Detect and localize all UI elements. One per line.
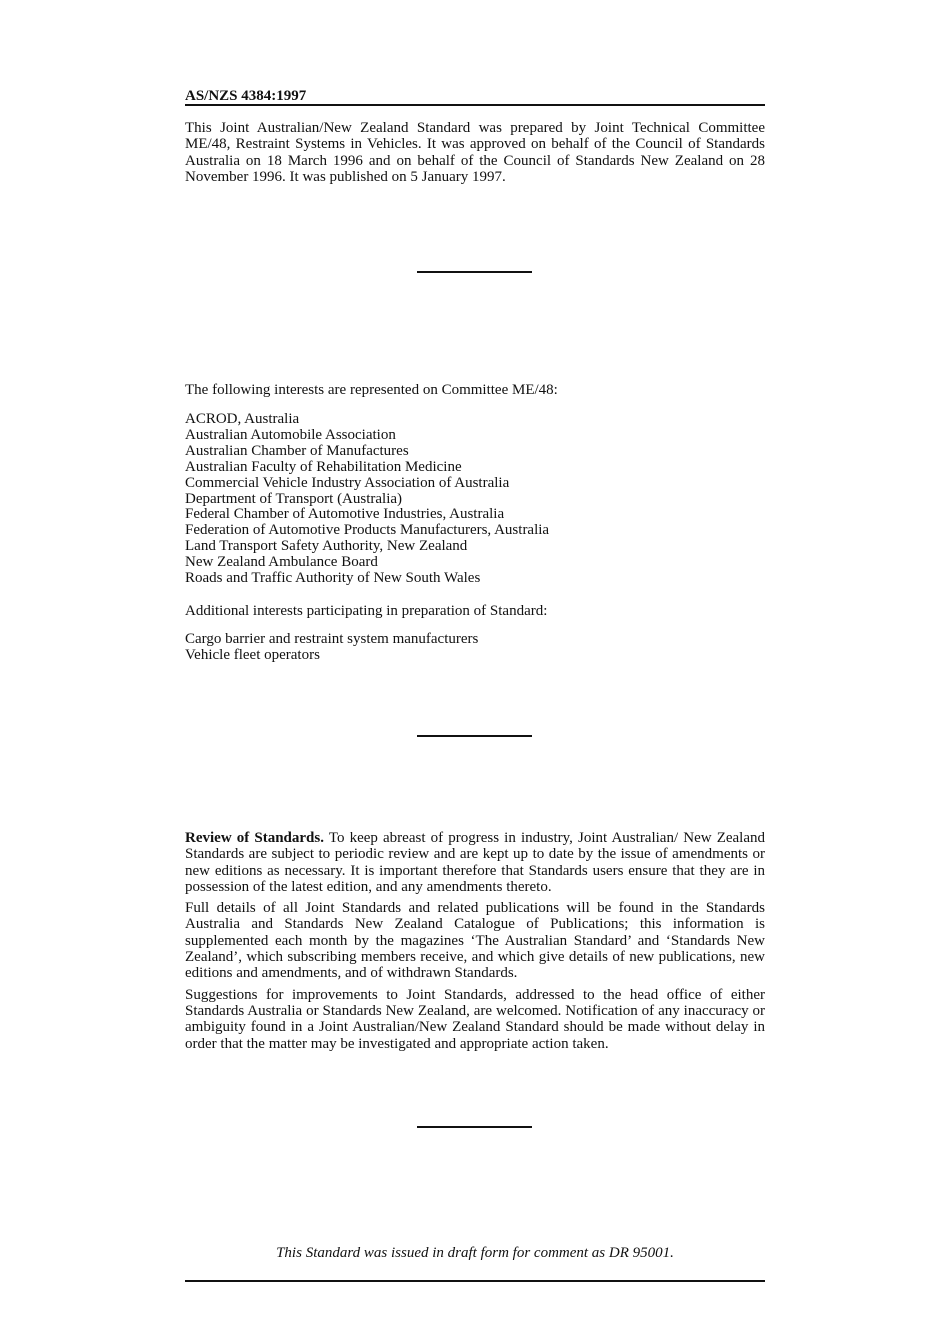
standard-code: AS/NZS 4384:1997	[185, 88, 307, 104]
committee-members-list	[185, 412, 765, 587]
review-para-3: Suggestions for improvements to Joint Standards, addressed to the head office of either Standards Australia or Standards New Zealand, are welcomed. Notification of any inaccuracy or ambiguity found in a Joint Australian/New Zealand Standard should be made without delay in order that the matter may be investigated and appropriate action taken.	[185, 986, 765, 1052]
review-para-1	[185, 830, 765, 895]
committee-member-item: Commercial Vehicle Industry Association of Australia	[185, 474, 510, 491]
committee-member-item: Land Transport Safety Authority, New Zealand	[185, 538, 468, 555]
committee-member-item: ACROD, Australia	[185, 411, 300, 427]
committee-intro: The following interests are represented on Committee ME/48:	[185, 382, 558, 398]
committee-member-item: Australian Chamber of Manufactures	[185, 442, 409, 459]
additional-interest-item: Vehicle fleet operators	[185, 646, 320, 663]
header-rule	[185, 104, 765, 106]
committee-member-item: New Zealand Ambulance Board	[185, 554, 378, 571]
committee-member-item: Department of Transport (Australia)	[185, 490, 403, 507]
review-title: Review of Standards.	[185, 830, 324, 846]
committee-member-item: Australian Faculty of Rehabilitation Medicine	[185, 458, 462, 475]
review-para-2: Full details of all Joint Standards and related publications will be found in the Standards Australia and Standards New Zealand Catalogue of Publications; this information is supplemented each month by the magazines ‘The Australian Standard’ and ‘Standards New Zealand’, which subscribing members receive, and which give details of new publications, new editions and amendments, and of withdrawn Standards.	[185, 900, 765, 982]
committee-member-item: Federation of Automotive Products Manufacturers, Australia	[185, 522, 550, 539]
additional-interests-list	[185, 632, 765, 664]
section-divider-2	[417, 735, 532, 737]
review-of-standards	[185, 830, 765, 1057]
preparation-statement	[185, 120, 765, 185]
draft-note: This Standard was issued in draft form for comment as DR 95001.	[276, 1245, 674, 1261]
review-para-1-text: To keep abreast of progress in industry, Joint Australian/ New Zealand Standards are subject to periodic review and are kept up to date by the issue of amendments or new editions as necessary. It is important therefore that Standards users ensure that they are in possession of the latest edition, and any amendments thereto.	[185, 830, 765, 895]
additional-interest-item: Cargo barrier and restraint system manufacturers	[185, 631, 479, 647]
additional-interests-intro: Additional interests participating in preparation of Standard:	[185, 603, 548, 619]
preparation-text: This Joint Australian/New Zealand Standard was prepared by Joint Technical Committee ME/48, Restraint Systems in Vehicles. It was approved on behalf of the Council of Standards Australia on 18 March 1996 and on behalf of the Council of Standards New Zealand on 28 November 1996. It was published on 5 January 1997.	[185, 120, 765, 185]
section-divider-3	[417, 1126, 532, 1128]
committee-member-item: Australian Automobile Association	[185, 426, 396, 443]
footer-rule	[185, 1280, 765, 1282]
committee-member-item: Federal Chamber of Automotive Industries, Australia	[185, 506, 505, 523]
committee-member-item: Roads and Traffic Authority of New South Wales	[185, 570, 481, 587]
section-divider-1	[417, 271, 532, 273]
